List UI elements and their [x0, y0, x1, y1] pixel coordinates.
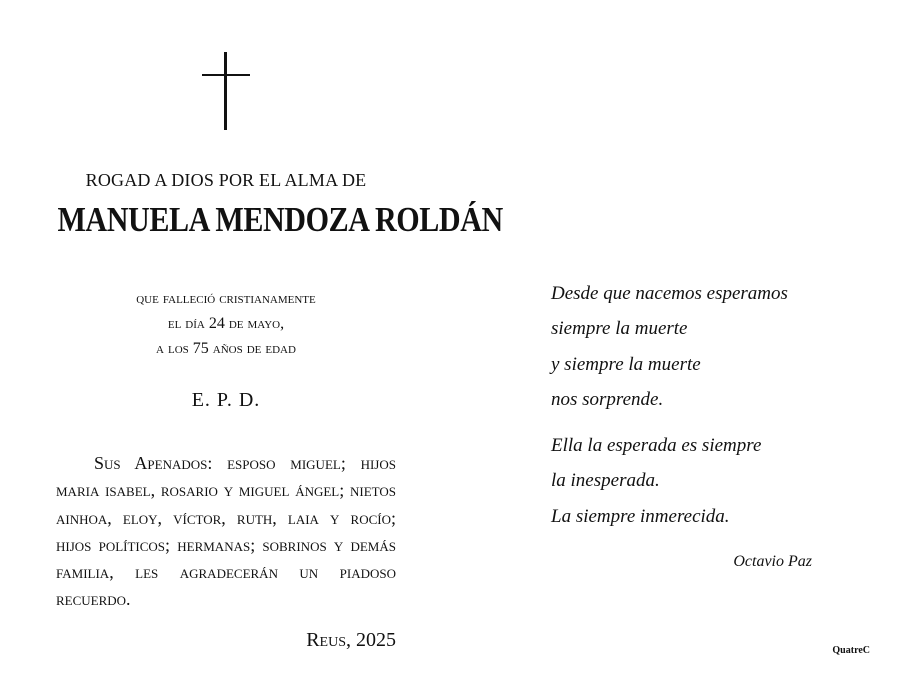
latin-cross-icon — [202, 52, 250, 130]
death-line: a los 75 años de edad — [156, 340, 296, 357]
death-line: que falleció cristianamente — [136, 290, 316, 307]
poem-line: Desde que nacemos esperamos — [551, 283, 788, 304]
printer-brand: QuatreC — [832, 645, 870, 656]
poem-stanza — [551, 428, 851, 534]
poem-line: la inesperada. — [551, 470, 660, 492]
poem — [551, 276, 851, 545]
poem-line: siempre la muerte — [551, 318, 688, 340]
cross-vertical-bar — [224, 52, 227, 130]
poem-line: Ella la esperada es siempre — [551, 435, 762, 457]
cross-horizontal-bar — [202, 74, 250, 76]
poem-line: La siempre inmerecida. — [551, 505, 730, 527]
epd-text: E. P. D. — [191, 389, 261, 411]
deceased-name: MANUELA MENDOZA ROLDÁN — [57, 200, 503, 239]
death-details — [56, 286, 396, 361]
poem-line: y siempre la muerte — [551, 353, 701, 375]
place-date: Reus, 2025 — [306, 629, 396, 651]
prayer-heading: ROGAD A DIOS POR EL ALMA DE — [85, 170, 367, 190]
poem-stanza — [551, 276, 851, 417]
poem-author: Octavio Paz — [733, 553, 812, 570]
death-line: el día 24 de mayo, — [167, 315, 285, 332]
poem-line: nos sorprende. — [551, 388, 664, 410]
mourners-paragraph: Sus Apenados: esposo miguel; hijos maria isabel, rosario y miguel ángel; nietos ainhoa, eloy, víctor, ruth, laia y rocío; hijos políticos; hermanas; sobrinos y demás familia, les agradecerán un piadoso recuerdo. — [56, 453, 396, 610]
